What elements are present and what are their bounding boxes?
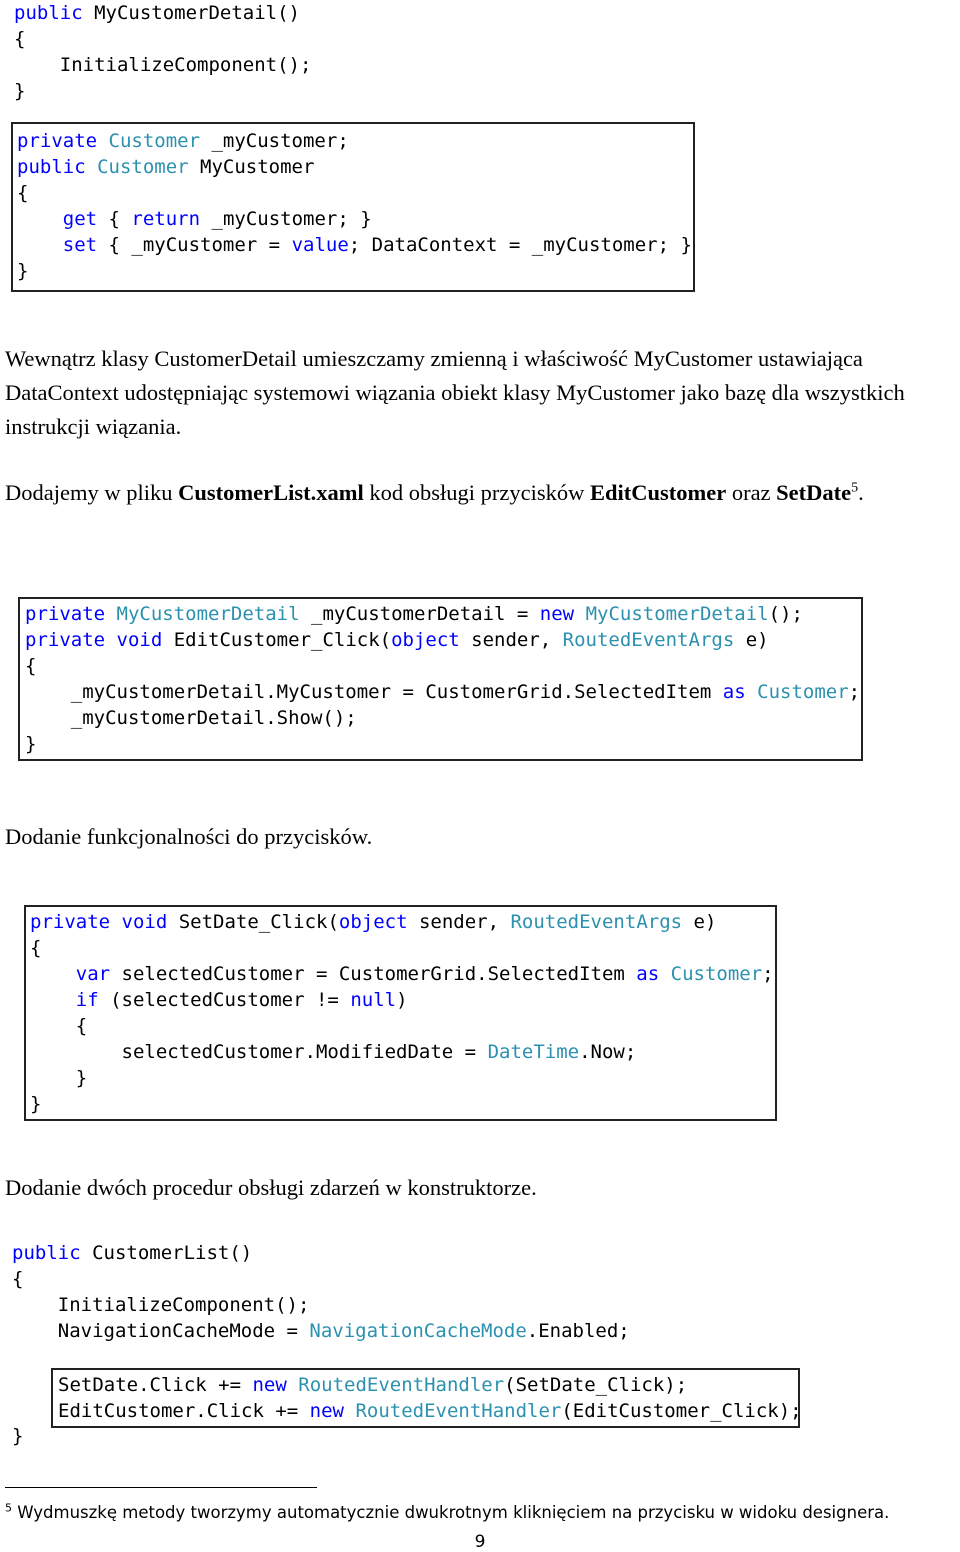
paragraph-2-end: . <box>858 480 864 505</box>
code-text: NavigationCacheMode = <box>12 1320 310 1342</box>
code-text: .Enabled; <box>526 1320 630 1342</box>
code-type-name: RoutedEventArgs <box>562 629 735 651</box>
code-line <box>12 1266 630 1292</box>
code-type-name: MyCustomerDetail <box>585 603 769 625</box>
page-number: 9 <box>474 1532 486 1552</box>
code-text <box>30 989 76 1011</box>
code-type-name: Customer <box>108 130 201 152</box>
code-text: selectedCustomer.ModifiedDate = <box>30 1041 488 1063</box>
code-text <box>574 603 585 625</box>
code-text: InitializeComponent(); <box>14 54 312 76</box>
code-text <box>287 1374 298 1396</box>
code-text: SetDate.Click += <box>58 1374 253 1396</box>
code-text: (SetDate_Click); <box>504 1374 688 1396</box>
code-text: ; <box>762 963 774 985</box>
paragraph-add-handlers <box>5 476 960 510</box>
code-keyword: void <box>121 911 168 933</box>
code-text: _myCustomer; <box>200 130 349 152</box>
code-text: e) <box>734 629 769 651</box>
code-line <box>17 206 693 232</box>
code-text: } <box>17 260 29 282</box>
code-keyword: new <box>539 603 575 625</box>
code-text: _myCustomer; } <box>200 208 372 230</box>
code-text: { _myCustomer = <box>97 234 292 256</box>
code-text <box>30 963 76 985</box>
footnote-text: Wydmuszkę metody tworzymy automatycznie dwukrotnym kliknięciem na przycisku w widoku designera. <box>12 1503 890 1522</box>
code-text <box>17 234 63 256</box>
code-line <box>30 1065 775 1091</box>
code-type-name: RoutedEventHandler <box>298 1374 505 1396</box>
code-text: } <box>30 1067 88 1089</box>
code-text: CustomerList() <box>80 1242 253 1264</box>
code-line <box>25 731 861 757</box>
code-text: (); <box>768 603 803 625</box>
code-text: } <box>12 1425 24 1447</box>
code-keyword: new <box>309 1400 344 1422</box>
code-text: EditCustomer_Click( <box>162 629 392 651</box>
code-line <box>25 653 861 679</box>
code-text: { <box>97 208 132 230</box>
code-text: .Now; <box>579 1041 637 1063</box>
code-type-name: NavigationCacheMode <box>309 1320 527 1342</box>
code-keyword: value <box>291 234 349 256</box>
caption-button-functionality: Dodanie funkcjonalności do przycisków. <box>5 824 373 849</box>
code-line <box>12 1423 23 1449</box>
code-keyword: private <box>25 629 106 651</box>
code-block-event-subscriptions <box>51 1368 800 1428</box>
code-keyword: as <box>722 681 746 703</box>
code-type-name: DateTime <box>487 1041 580 1063</box>
code-block-editcustomer-click <box>18 597 863 761</box>
code-text <box>659 963 670 985</box>
code-line <box>14 0 311 26</box>
code-keyword: void <box>116 629 163 651</box>
code-line <box>30 909 775 935</box>
code-text: SetDate_Click( <box>167 911 339 933</box>
code-keyword: get <box>62 208 98 230</box>
code-text: InitializeComponent(); <box>12 1294 310 1316</box>
code-text <box>97 130 108 152</box>
code-keyword: null <box>350 989 397 1011</box>
code-text: _myCustomerDetail.Show(); <box>25 707 357 729</box>
code-line <box>12 1292 630 1318</box>
code-keyword: public <box>17 156 86 178</box>
code-line <box>30 1039 775 1065</box>
code-text: { <box>17 182 29 204</box>
code-block-mycustomer-property <box>11 122 695 292</box>
code-text: selectedCustomer = CustomerGrid.SelectedItem <box>110 963 637 985</box>
code-keyword: if <box>75 989 99 1011</box>
code-block-constructor <box>14 0 311 104</box>
paragraph-2-text-3: oraz <box>726 480 777 505</box>
code-keyword: var <box>75 963 111 985</box>
code-keyword: return <box>131 208 201 230</box>
button-name-editcustomer: EditCustomer <box>589 480 727 505</box>
code-line <box>12 1240 630 1266</box>
code-keyword: object <box>391 629 460 651</box>
code-type-name: Customer <box>670 963 763 985</box>
file-name: CustomerList.xaml <box>178 480 364 505</box>
code-text: { <box>14 28 26 50</box>
code-keyword: public <box>12 1242 81 1264</box>
code-line <box>30 935 775 961</box>
paragraph-2-text-1: Dodajemy w pliku <box>5 480 179 505</box>
paragraph-2-text-2: kod obsługi przycisków <box>363 480 590 505</box>
code-text: _myCustomerDetail.MyCustomer = CustomerGrid.SelectedItem <box>25 681 723 703</box>
code-text: (EditCustomer_Click); <box>561 1400 802 1422</box>
code-text <box>746 681 757 703</box>
footnote-reference: 5 <box>851 480 859 496</box>
code-keyword: private <box>17 130 98 152</box>
code-line <box>25 679 861 705</box>
caption-event-handlers: Dodanie dwóch procedur obsługi zdarzeń w konstruktorze. <box>5 1175 537 1200</box>
code-text <box>105 603 116 625</box>
code-line <box>12 1318 630 1344</box>
code-text <box>110 911 121 933</box>
code-text: { <box>12 1268 24 1290</box>
paragraph-mycustomer-description: Wewnątrz klasy CustomerDetail umieszczamy zmienną i właściwość MyCustomer ustawiająca DataContext udostępniając systemowi wiązania obiekt klasy MyCustomer jako bazę dla wszystkich instrukcji wiązania. <box>5 346 905 439</box>
code-line <box>14 26 311 52</box>
code-keyword: public <box>14 2 83 24</box>
footnote-number: 5 <box>5 1501 12 1515</box>
code-text: e) <box>682 911 717 933</box>
code-keyword: object <box>338 911 408 933</box>
code-type-name: RoutedEventArgs <box>510 911 683 933</box>
code-line <box>17 128 693 154</box>
code-line <box>30 1013 775 1039</box>
code-text: ; DataContext = _myCustomer; } <box>348 234 692 256</box>
footnote-separator <box>5 1487 317 1488</box>
code-block-customerlist-constructor <box>12 1240 630 1344</box>
code-line <box>25 705 861 731</box>
code-text <box>86 156 97 178</box>
code-text: sender, <box>407 911 511 933</box>
code-line <box>30 1091 775 1117</box>
code-text: sender, <box>459 629 563 651</box>
code-keyword: new <box>252 1374 287 1396</box>
code-line <box>17 232 693 258</box>
code-keyword: private <box>30 911 111 933</box>
code-text: } <box>25 733 37 755</box>
code-line <box>30 961 775 987</box>
code-block-setdate-click <box>24 905 777 1121</box>
code-text: { <box>25 655 37 677</box>
code-block-closing-brace <box>12 1423 23 1449</box>
code-text: ; <box>848 681 861 703</box>
footnote <box>5 1500 889 1526</box>
code-text: ) <box>396 989 408 1011</box>
code-type-name: Customer <box>757 681 849 703</box>
code-line <box>58 1372 798 1398</box>
code-type-name: RoutedEventHandler <box>355 1400 562 1422</box>
code-line <box>25 601 861 627</box>
code-line <box>17 180 693 206</box>
code-text <box>105 629 116 651</box>
code-text <box>344 1400 355 1422</box>
code-keyword: set <box>62 234 98 256</box>
code-text: MyCustomerDetail() <box>82 2 300 24</box>
code-keyword: private <box>25 603 106 625</box>
code-line <box>30 987 775 1013</box>
code-text: _myCustomerDetail = <box>299 603 540 625</box>
code-text: MyCustomer <box>188 156 315 178</box>
code-text: } <box>30 1093 42 1115</box>
code-line <box>25 627 861 653</box>
code-text: { <box>30 1015 88 1037</box>
code-text: (selectedCustomer != <box>98 989 351 1011</box>
code-text <box>17 208 63 230</box>
code-type-name: MyCustomerDetail <box>116 603 300 625</box>
code-text: } <box>14 80 26 102</box>
button-name-setdate: SetDate <box>776 480 852 505</box>
code-line <box>58 1398 802 1424</box>
code-line <box>14 78 311 104</box>
code-line <box>17 258 693 284</box>
code-type-name: Customer <box>97 156 189 178</box>
code-text: EditCustomer.Click += <box>58 1400 310 1422</box>
code-line <box>17 154 693 180</box>
code-keyword: as <box>636 963 660 985</box>
code-text: { <box>30 937 42 959</box>
code-line <box>14 52 311 78</box>
